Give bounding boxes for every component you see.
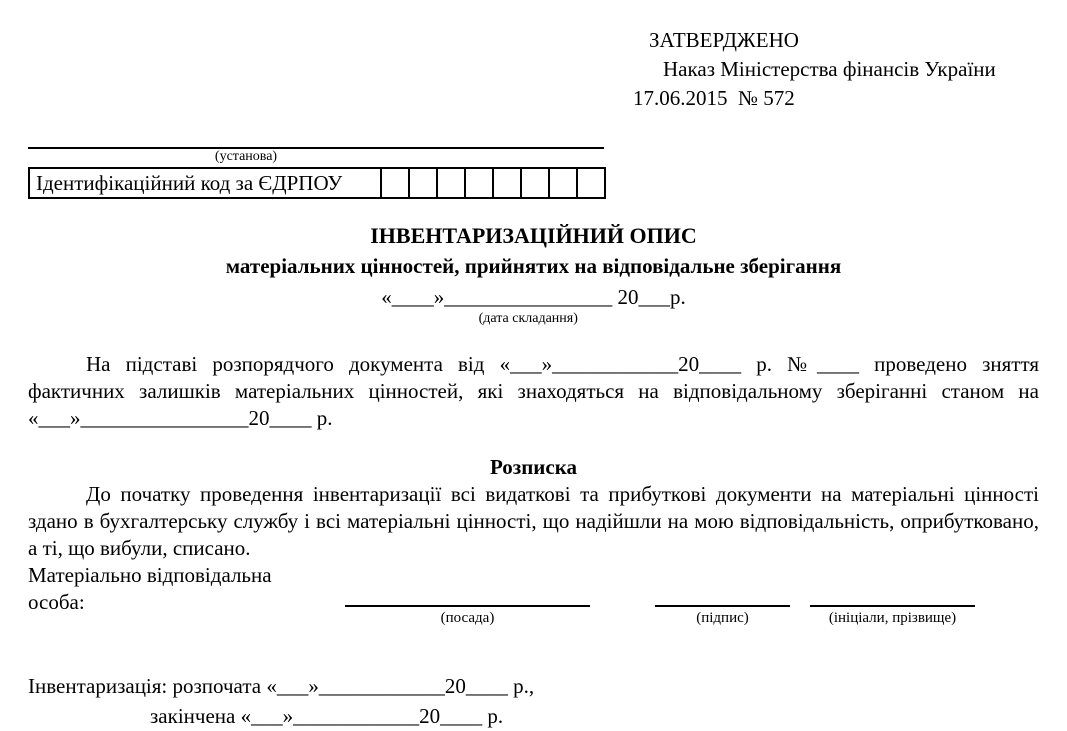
id-code-label: Ідентифікаційний код за ЄДРПОУ (36, 171, 343, 195)
inventory-started-line: Інвентаризація: розпочата «___»____________20____ р., (28, 674, 535, 698)
signature-caption-position: (посада) (440, 610, 495, 626)
responsible-person-label (28, 562, 345, 627)
signature-line-position (345, 562, 590, 607)
signature-line-sign (655, 562, 790, 607)
signature-caption-name: (ініціали, прізвище) (828, 610, 957, 626)
responsible-label-line2: особа: (28, 590, 85, 614)
document-title: ІНВЕНТАРИЗАЦІЙНИЙ ОПИС (370, 223, 697, 248)
id-code-box (28, 167, 606, 199)
basis-paragraph: На підставі розпорядчого документа від «___»____________20____ р. №____ проведено зняття фактичних залишків матеріальних цінностей, які знаходяться на відповідальному зберіганні станом на «___»________________20____ р. (28, 352, 1039, 430)
receipt-heading: Розписка (489, 455, 578, 479)
id-code-cell (380, 169, 408, 197)
id-code-cell (408, 169, 436, 197)
document-date-line (28, 283, 1039, 326)
organization-caption: (установа) (214, 149, 278, 164)
id-code-cell (548, 169, 576, 197)
id-code-cells (380, 169, 604, 197)
id-code-cell (436, 169, 464, 197)
signature-line-name (810, 562, 975, 607)
date-blank: ________________ (444, 285, 613, 309)
signature-sign-column (655, 562, 790, 627)
id-code-cell (576, 169, 604, 197)
date-caption: (дата складання) (478, 311, 578, 326)
signature-caption-sign: (підпис) (696, 610, 749, 626)
approval-block (633, 26, 1039, 113)
approval-title: ЗАТВЕРДЖЕНО (649, 28, 799, 52)
document-subtitle: матеріальних цінностей, прийнятих на відповідальне зберігання (225, 254, 842, 278)
signature-position-column (345, 562, 590, 627)
responsible-person-row (28, 562, 1039, 627)
title-block (28, 221, 1039, 326)
signature-block (345, 562, 975, 627)
responsible-label-line1: Матеріально відповідальна (28, 563, 272, 587)
id-code-cell (492, 169, 520, 197)
date-open-quote: «____» (381, 285, 445, 309)
approval-order: Наказ Міністерства фінансів України (663, 57, 996, 81)
inventory-dates-block (28, 671, 1039, 731)
organization-blank-line (28, 125, 604, 149)
date-year: 20___р. (612, 285, 686, 309)
id-code-cell (520, 169, 548, 197)
id-code-cell (464, 169, 492, 197)
approval-date-number: 17.06.2015 № 572 (633, 86, 795, 110)
signature-name-column (810, 562, 975, 627)
receipt-paragraph: До початку проведення інвентаризації всі видаткові та прибуткові документи на матеріальні цінності здано в бухгалтерську службу і всі матеріальні цінності, що надійшли на мою відповідальність, оприбутковано, а ті, що вибули, списано. (28, 482, 1039, 560)
inventory-finished-line: закінчена «___»____________20____ р. (150, 704, 504, 728)
